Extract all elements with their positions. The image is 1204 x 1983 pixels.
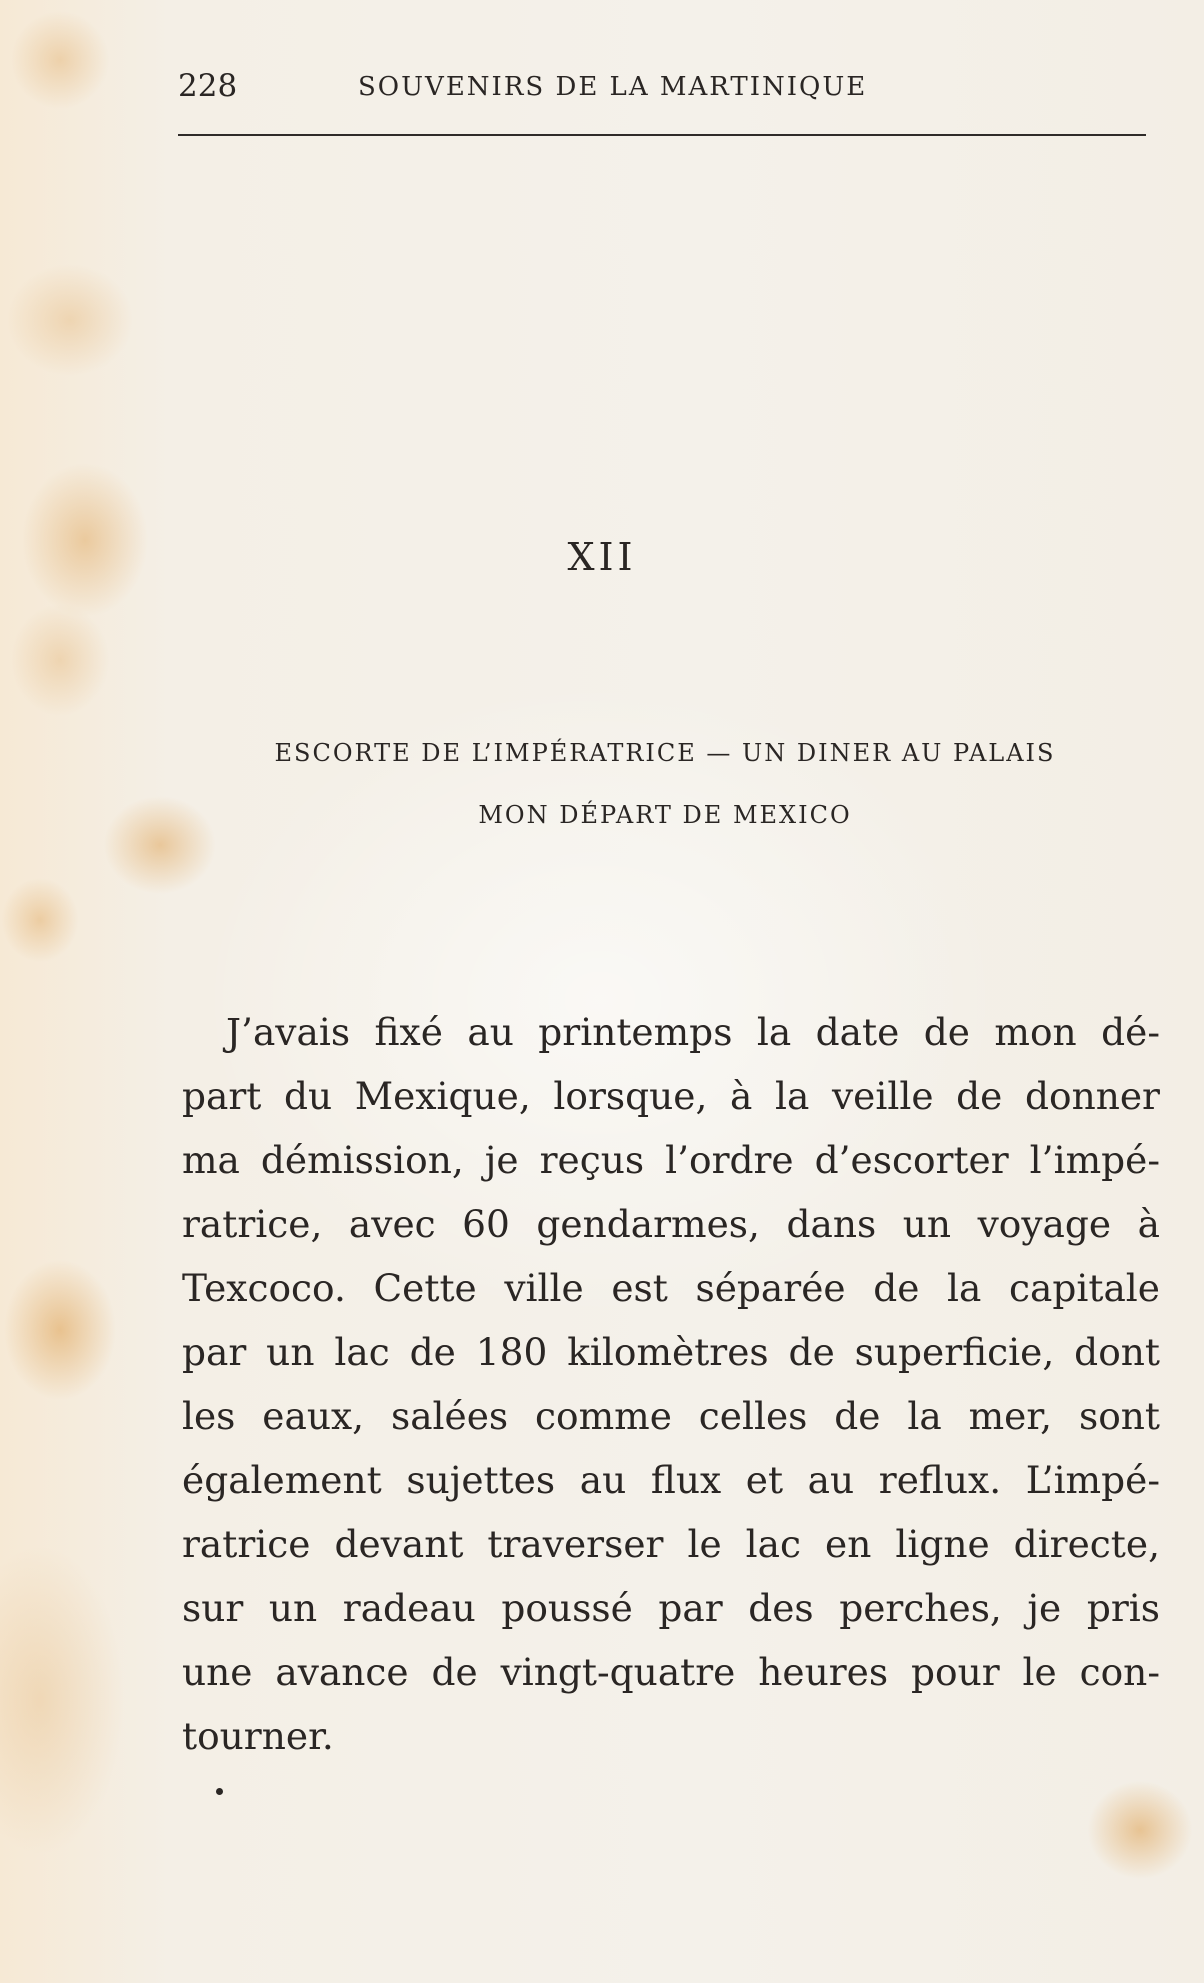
ink-speck (216, 1788, 223, 1795)
text-line: sur un radeau poussé par des perches, je pris (182, 1586, 1160, 1630)
chapter-heading-line: ESCORTE DE L’IMPÉRATRICE — UN DINER AU PALAIS (274, 739, 1056, 767)
text-line: J’avais fixé au printemps la date de mon dé- (226, 1010, 1160, 1054)
book-title: SOUVENIRS DE LA MARTINIQUE (358, 72, 868, 102)
text-line: Texcoco. Cette ville est séparée de la capitale (182, 1266, 1160, 1310)
text-line: les eaux, salées comme celles de la mer, sont (182, 1394, 1160, 1438)
body-paragraph (182, 1000, 1160, 1768)
running-head (178, 60, 1146, 140)
text-line: par un lac de 180 kilomètres de superficie, dont (182, 1330, 1160, 1374)
chapter-heading-line: MON DÉPART DE MEXICO (478, 801, 852, 829)
header-rule (178, 134, 1146, 136)
chapter-number: XII (567, 535, 637, 579)
text-line: ratrice devant traverser le lac en ligne directe, (182, 1522, 1160, 1566)
chapter-heading (170, 722, 1160, 846)
text-line: part du Mexique, lorsque, à la veille de donner (182, 1074, 1160, 1118)
text-line: une avance de vingt-quatre heures pour le con- (182, 1650, 1160, 1694)
text-line: également sujettes au flux et au reflux. L’impé- (182, 1458, 1160, 1502)
text-line: ratrice, avec 60 gendarmes, dans un voyage à (182, 1202, 1160, 1246)
text-line: tourner. (182, 1714, 334, 1758)
text-line: ma démission, je reçus l’ordre d’escorter l’impé- (182, 1138, 1160, 1182)
page-number: 228 (178, 68, 238, 104)
